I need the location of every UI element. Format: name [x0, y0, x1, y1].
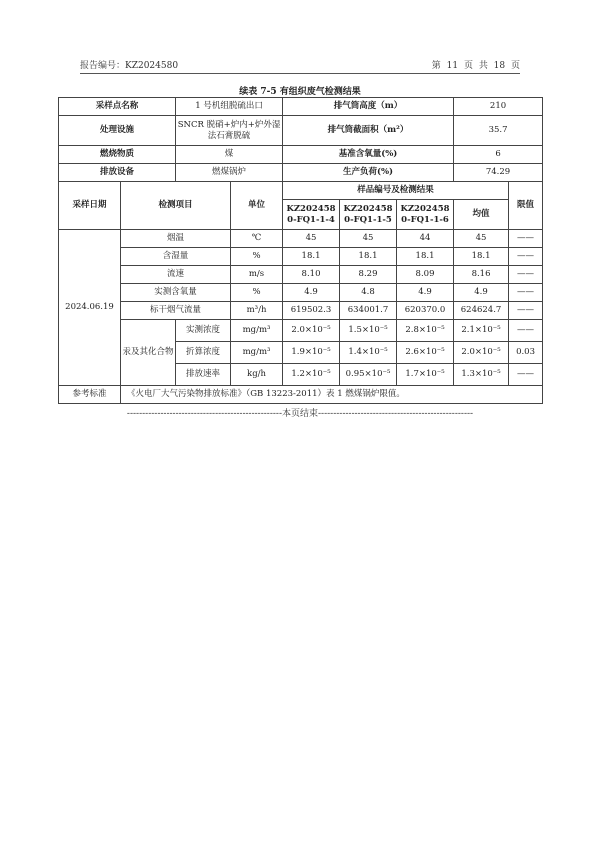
average: 2.0×10⁻⁵: [454, 342, 509, 364]
value: 45: [283, 230, 340, 248]
header-sample-id: KZ2024580-FQ1-1-5: [340, 200, 397, 230]
value: 8.09: [397, 266, 454, 284]
value: 1.5×10⁻⁵: [340, 320, 397, 342]
info-value: 1 号机组脱硫出口: [176, 98, 283, 116]
info-label: 处理设施: [59, 116, 176, 146]
unit: mg/m³: [231, 342, 283, 364]
info-row: [59, 164, 543, 182]
info-value: 燃煤锅炉: [176, 164, 283, 182]
value: 4.9: [283, 284, 340, 302]
value: 1.4×10⁻⁵: [340, 342, 397, 364]
value: 2.6×10⁻⁵: [397, 342, 454, 364]
info-row: [59, 146, 543, 164]
header-results-group: 样品编号及检测结果: [283, 182, 509, 200]
page-info: 第 11 页 共 18 页: [431, 61, 520, 71]
value: 1.9×10⁻⁵: [283, 342, 340, 364]
limit: ——: [509, 266, 543, 284]
info-label: 生产负荷(%): [283, 164, 454, 182]
item-name: 折算浓度: [176, 342, 231, 364]
item-name: 实测浓度: [176, 320, 231, 342]
info-label: 排放设备: [59, 164, 176, 182]
value: 4.9: [397, 284, 454, 302]
value: 18.1: [397, 248, 454, 266]
table-row: [59, 284, 543, 302]
table-row: [59, 320, 543, 342]
header-limit: 限值: [509, 182, 543, 230]
value: 2.0×10⁻⁵: [283, 320, 340, 342]
header-unit: 单位: [231, 182, 283, 230]
value: 1.2×10⁻⁵: [283, 364, 340, 386]
page-header: [80, 58, 520, 72]
info-value: SNCR 脱硝+炉内+炉外湿法石膏脱硫: [176, 116, 283, 146]
average: 2.1×10⁻⁵: [454, 320, 509, 342]
unit: ℃: [231, 230, 283, 248]
value: 18.1: [283, 248, 340, 266]
header-date: 采样日期: [59, 182, 121, 230]
value: 634001.7: [340, 302, 397, 320]
unit: m³/h: [231, 302, 283, 320]
limit: ——: [509, 248, 543, 266]
unit: mg/m³: [231, 320, 283, 342]
info-row: [59, 116, 543, 146]
value: 4.8: [340, 284, 397, 302]
info-label: 基准含氧量(%): [283, 146, 454, 164]
info-value: 6: [454, 146, 543, 164]
unit: m/s: [231, 266, 283, 284]
limit: ——: [509, 230, 543, 248]
info-label: 采样点名称: [59, 98, 176, 116]
info-value: 35.7: [454, 116, 543, 146]
mercury-group-label: 汞及其化合物: [121, 320, 176, 386]
info-label: 燃烧物质: [59, 146, 176, 164]
value: 18.1: [340, 248, 397, 266]
results-table: [58, 97, 543, 404]
page-end-marker: ---------------------------------------------------本页结束---------------------------------------------------: [126, 409, 474, 419]
report-number: 报告编号：KZ2024580: [80, 61, 179, 71]
average: 1.3×10⁻⁵: [454, 364, 509, 386]
value: 619502.3: [283, 302, 340, 320]
average: 18.1: [454, 248, 509, 266]
header-sample-id: KZ2024580-FQ1-1-6: [397, 200, 454, 230]
limit: 0.03: [509, 342, 543, 364]
value: 620370.0: [397, 302, 454, 320]
limit: ——: [509, 302, 543, 320]
average: 624624.7: [454, 302, 509, 320]
reference-label: 参考标准: [59, 386, 121, 404]
item-name: 流速: [121, 266, 231, 284]
info-value: 74.29: [454, 164, 543, 182]
header-item: 检测项目: [121, 182, 231, 230]
average: 8.16: [454, 266, 509, 284]
info-row: [59, 98, 543, 116]
item-name: 标干烟气流量: [121, 302, 231, 320]
info-label: 排气筒截面积（m²）: [283, 116, 454, 146]
table-row: [59, 302, 543, 320]
reference-row: [59, 386, 543, 404]
value: 45: [340, 230, 397, 248]
table-title: 续表 7-5 有组织废气检测结果: [239, 87, 361, 97]
value: 0.95×10⁻⁵: [340, 364, 397, 386]
info-value: 煤: [176, 146, 283, 164]
sampling-date: 2024.06.19: [59, 230, 121, 386]
item-name: 含湿量: [121, 248, 231, 266]
value: 1.7×10⁻⁵: [397, 364, 454, 386]
average: 4.9: [454, 284, 509, 302]
value: 44: [397, 230, 454, 248]
header-divider: [80, 73, 520, 74]
limit: ——: [509, 284, 543, 302]
info-value: 210: [454, 98, 543, 116]
unit: %: [231, 284, 283, 302]
header-average: 均值: [454, 200, 509, 230]
item-name: 排放速率: [176, 364, 231, 386]
table-row: [59, 230, 543, 248]
limit: ——: [509, 364, 543, 386]
average: 45: [454, 230, 509, 248]
info-label: 排气筒高度（m）: [283, 98, 454, 116]
value: 8.29: [340, 266, 397, 284]
unit: %: [231, 248, 283, 266]
limit: ——: [509, 320, 543, 342]
header-row: [59, 182, 543, 200]
value: 2.8×10⁻⁵: [397, 320, 454, 342]
reference-text: 《火电厂大气污染物排放标准》（GB 13223-2011）表 1 燃煤锅炉限值。: [121, 386, 543, 404]
header-sample-id: KZ2024580-FQ1-1-4: [283, 200, 340, 230]
table-row: [59, 248, 543, 266]
unit: kg/h: [231, 364, 283, 386]
value: 8.10: [283, 266, 340, 284]
table-row: [59, 266, 543, 284]
item-name: 实测含氧量: [121, 284, 231, 302]
item-name: 烟温: [121, 230, 231, 248]
